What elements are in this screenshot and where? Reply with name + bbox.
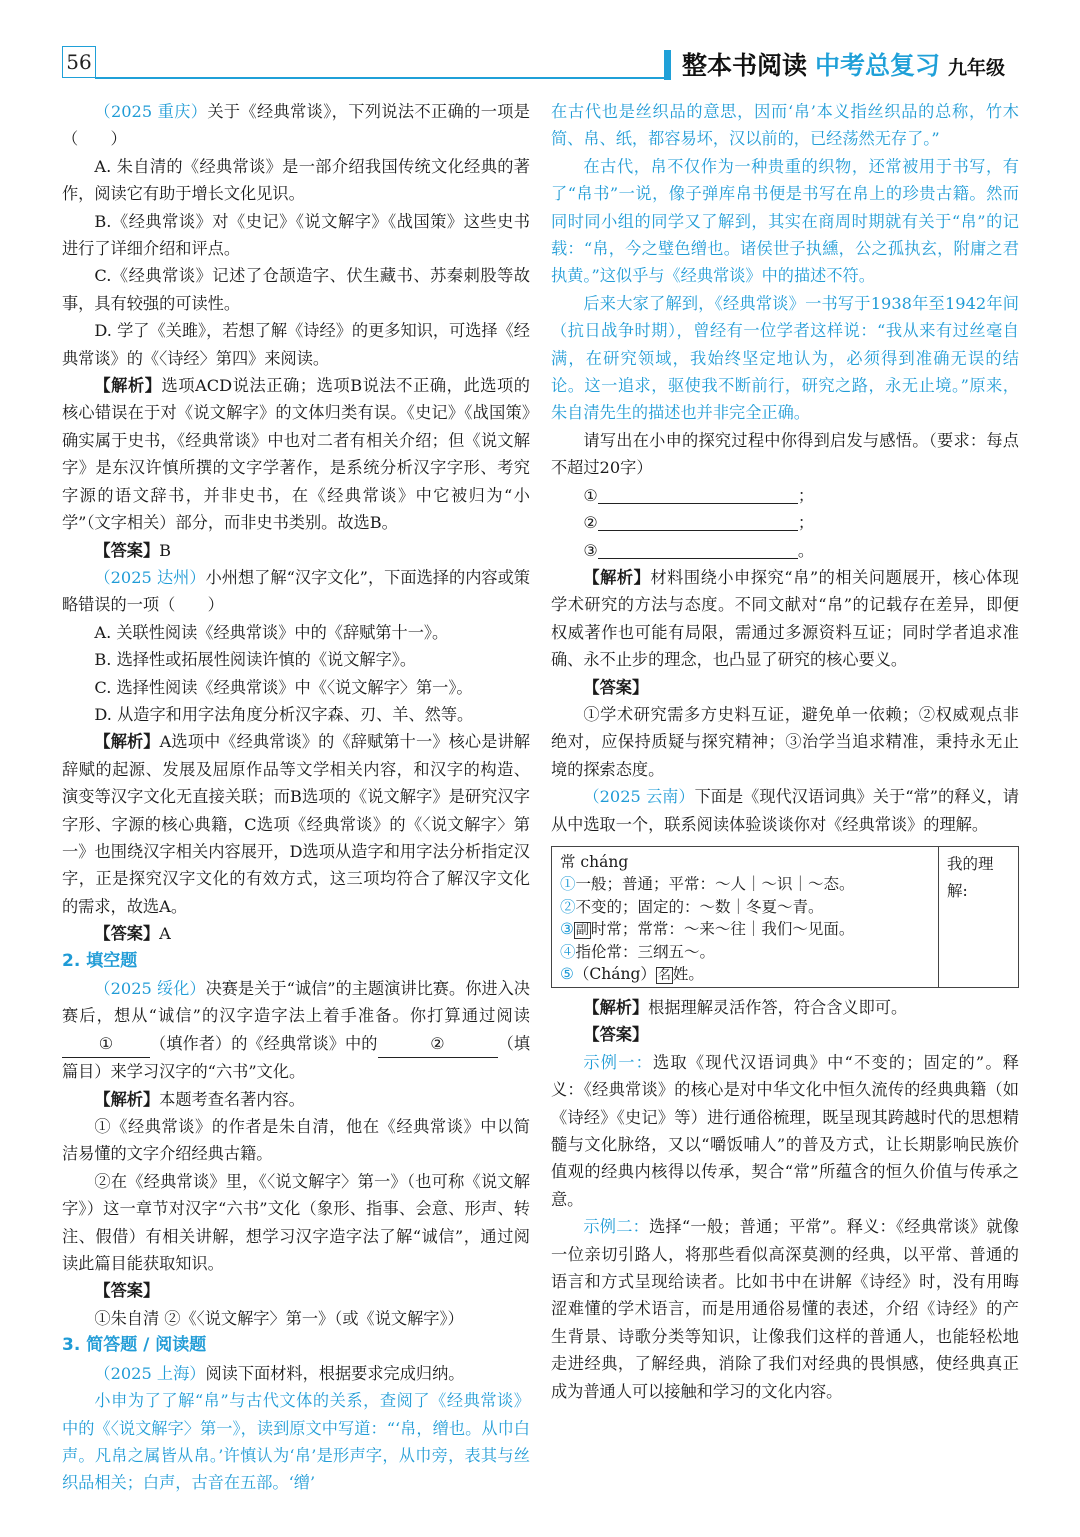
q3-stem: （2025 绥化）决赛是关于“诚信”的主题演讲比赛。你进入决赛后，想从“诚信”的汉字造字法上着手准备。你打算通过阅读① （填作者）的《经典常谈》中的 ② （填篇目）来学习汉字的“六书”文化。: [62, 979, 531, 1082]
dict-sense-1: ①一般；普通；平常：～人｜～识｜～态。: [560, 875, 855, 894]
q2-stem: （2025 达州）小州想了解“汉字文化”，下面选择的内容或策略错误的一项（ ）: [62, 567, 530, 615]
header-title: [682, 46, 1005, 82]
dict-sense-5: ⑤（Cháng） 名 姓。: [560, 965, 704, 984]
q2-option-c: C. 选择性阅读《经典常谈》中《〈说文解字〉第一》。: [94, 677, 473, 697]
q4-question: 请写出在小申的探究过程中你得到启发与感悟。（要求：每点不超过20字）: [551, 430, 1019, 478]
q1-option-b: B.《经典常谈》对《史记》《说文解字》《战国策》这些史书进行了详细介绍和评点。: [62, 211, 530, 259]
q5-analysis: 【解析】根据理解灵活作答，符合含义即可。: [583, 997, 908, 1017]
q5-example-1: 示例一：选取《现代汉语词典》中“不变的；固定的”。释义：《经典常谈》的核心是对中华文化中恒久流传的经典典籍（如《诗经》《史记》等）进行通俗梳理，既呈现其跨越时代的思想精髓与文化脉络，又以“嚼饭哺人”的普及方式，让长期影响民族价值观的经典内核得以传承，契合“常”所蕴含的恒久价值与传承之意。: [551, 1052, 1019, 1209]
q3-analysis: 【解析】本题考查名著内容。: [94, 1089, 305, 1109]
dict-sense-4: ④指伦常：三纲五～。: [560, 942, 716, 961]
answer-line-2[interactable]: [598, 512, 798, 531]
section-2-heading: 2. 填空题: [62, 950, 138, 971]
q2-option-a: A. 关联性阅读《经典常谈》中的《辞赋第十一》。: [94, 622, 449, 642]
q3-blank-2: ②: [378, 1030, 498, 1058]
page-header: [0, 0, 1080, 92]
left-column: [62, 98, 530, 1497]
q4-material-1-cont: 在古代也是丝织品的意思，因而‘帛’本义指丝织品的总称，竹木简、帛、纸，都容易坏，汉以前的，已经荡然无存了。”: [551, 102, 1019, 149]
q5-stem: （2025 云南）下面是《现代汉语词典》关于“常”的释义，请从中选取一个，联系阅读体验谈谈你对《经典常谈》的理解。: [551, 787, 1019, 834]
q1-stem: （2025 重庆）关于《经典常谈》，下列说法不正确的一项是（ ）: [62, 102, 530, 149]
q4-blank-3: ③ 。: [583, 540, 815, 560]
right-column: [551, 98, 1019, 1405]
q3-blank-1: ①: [62, 1030, 150, 1058]
q1-option-c: C.《经典常谈》记述了仓颉造字、伏生藏书、苏秦刺股等故事，具有较强的可读性。: [62, 266, 530, 313]
q5-answer-label: 【答案】: [583, 1025, 649, 1045]
my-understanding-cell[interactable]: 我的理解:: [947, 854, 994, 901]
q4-analysis: 【解析】材料围绕小申探究“帛”的相关问题展开，核心体现学术研究的方法与态度。不同文献对“帛”的记载存在差异，即便权威著作也可能有局限，需通过多源资料互证；同时学者追求准确、永不止步的理念，也凸显了研究的核心要义。: [551, 567, 1019, 670]
q3-answer: ①朱自清 ②《〈说文解字〉第一》（或《说文解字》）: [94, 1308, 464, 1328]
q2-option-b: B. 选择性或拓展性阅读许慎的《说文解字》。: [94, 650, 417, 670]
q4-answer-label: 【答案】: [583, 677, 649, 697]
q3-analysis-1: ①《经典常谈》的作者是朱自清，他在《经典常谈》中以简洁易懂的文字介绍经典古籍。: [62, 1117, 530, 1164]
q2-option-d: D. 从造字和用字法角度分析汉字森、刃、羊、然等。: [94, 704, 474, 724]
q1-answer: 【答案】B: [94, 540, 172, 560]
q4-blank-1: ① ；: [583, 485, 815, 505]
header-accent-bar: [664, 50, 671, 80]
book-title: 中考总复习: [815, 51, 941, 80]
answer-line-3[interactable]: [598, 540, 798, 559]
q3-analysis-2: ②在《经典常谈》里，《〈说文解字〉第一》（也可称《说文解字》）这一章节对汉字“六书”文化（象形、指事、会意、形声、转注、假借）有相关讲解，想学习汉字造字法了解“诚信”，通过阅读此篇目能获取知识。: [62, 1171, 530, 1274]
page-number: 56: [62, 46, 96, 78]
grade-label: 九年级: [948, 57, 1006, 79]
q4-answer: ①学术研究需多方史料互证，避免单一依赖；②权威观点非绝对，应保持质疑与探究精神；③治学当追求精准，秉持永无止境的探索态度。: [551, 704, 1019, 779]
dictionary-entry: [552, 847, 939, 987]
q1-option-a: A. 朱自清的《经典常谈》是一部介绍我国传统文化经典的著作，阅读它有助于增长文化见识。: [62, 156, 530, 204]
dictionary-table: [551, 846, 1019, 988]
q1-analysis: 【解析】选项ACD说法正确；选项B说法不正确，此选项的核心错误在于对《说文解字》的文体归类有误。《史记》《战国策》确实属于史书，《经典常谈》中也对二者有相关介绍；但《说文解字》是东汉许慎所撰的文字学著作，是系统分析汉字字形、考究字源的语文辞书，并非史书，在《经典常谈》中它被归为“小学”（文字相关）部分，而非史书类别。故选B。: [62, 376, 530, 533]
answer-line-1[interactable]: [598, 485, 798, 504]
dict-sense-3: ③ 副 时常；常常：～来～往｜我们～见面。: [560, 920, 855, 939]
q2-answer: 【答案】A: [94, 924, 171, 944]
dict-headword: 常 cháng: [560, 852, 629, 871]
q2-analysis: 【解析】A选项中《经典常谈》的《辞赋第十一》核心是讲解辞赋的起源、发展及屈原作品等文学相关内容，和汉字的构造、演变等汉字文化无直接关联；而B选项的《说文解字》是研究汉字字形、字源的核心典籍，C选项《经典常谈》的《〈说文解字〉第一》也围绕汉字相关内容展开，D选项从造字和用字法分析指定汉字，正是探究汉字文化的有效方式，这三项均符合了解汉字文化的需求，故选A。: [62, 732, 530, 916]
section-3-heading: 3. 简答题 / 阅读题: [62, 1335, 207, 1356]
q3-answer-label: 【答案】: [94, 1281, 160, 1301]
q1-option-d: D. 学了《关雎》，若想了解《诗经》的更多知识，可选择《经典常谈》的《〈诗经〉第四》来阅读。: [62, 321, 530, 368]
header-rule: [95, 77, 665, 79]
q4-blank-2: ② ；: [583, 513, 815, 533]
q5-example-2: 示例二：选择“一般；普通；平常”。释义：《经典常谈》就像一位亲切引路人，将那些看似高深莫测的经典，以平常、普通的语言和方式呈现给读者。比如书中在讲解《诗经》时，没有用晦涩难懂的学术语言，而是用通俗易懂的表述，介绍《诗经》的产生背景、诗歌分类等知识，让像我们这样的普通人，也能轻松地走进经典，了解经典，消除了我们对经典的畏惧感，使经典真正成为普通人可以接触和学习的文化内容。: [551, 1217, 1020, 1401]
book-series: 整本书阅读: [682, 51, 808, 80]
q4-material-1: 小申为了了解“帛”与古代文体的关系，查阅了《经典常谈》中的《〈说文解字〉第一》，读到原文中写道：“‘帛，缯也。从巾白声。凡帛之属皆从帛。’许慎认为‘帛’是形声字，从巾旁，表其与丝织品相关；白声，古音在五部。‘缯’: [62, 1391, 530, 1493]
q4-material-3: 后来大家了解到，《经典常谈》一书写于1938年至1942年间（抗日战争时期），曾经有一位学者这样说：“我从来有过丝毫自满，在研究领域，我始终坚定地认为，必须得到准确无误的结论。这一追求，驱使我不断前行，研究之路，永无止境。”原来，朱自清先生的描述也并非完全正确。: [551, 293, 1019, 423]
q4-material-2: 在古代，帛不仅作为一种贵重的织物，还常被用于书写，有了“帛书”一说，像子弹库帛书便是书写在帛上的珍贵古籍。然而同时同小组的同学又了解到，其实在商周时期就有关于“帛”的记载：“帛，今之璧色缯也。诸侯世子执纁，公之孤执玄，附庸之君执黄。”这似乎与《经典常谈》中的描述不符。: [551, 156, 1019, 286]
dict-sense-2: ②不变的；固定的：～数｜冬夏～青。: [560, 897, 824, 916]
q4-stem: （2025 上海）阅读下面材料，根据要求完成归纳。: [94, 1363, 465, 1383]
